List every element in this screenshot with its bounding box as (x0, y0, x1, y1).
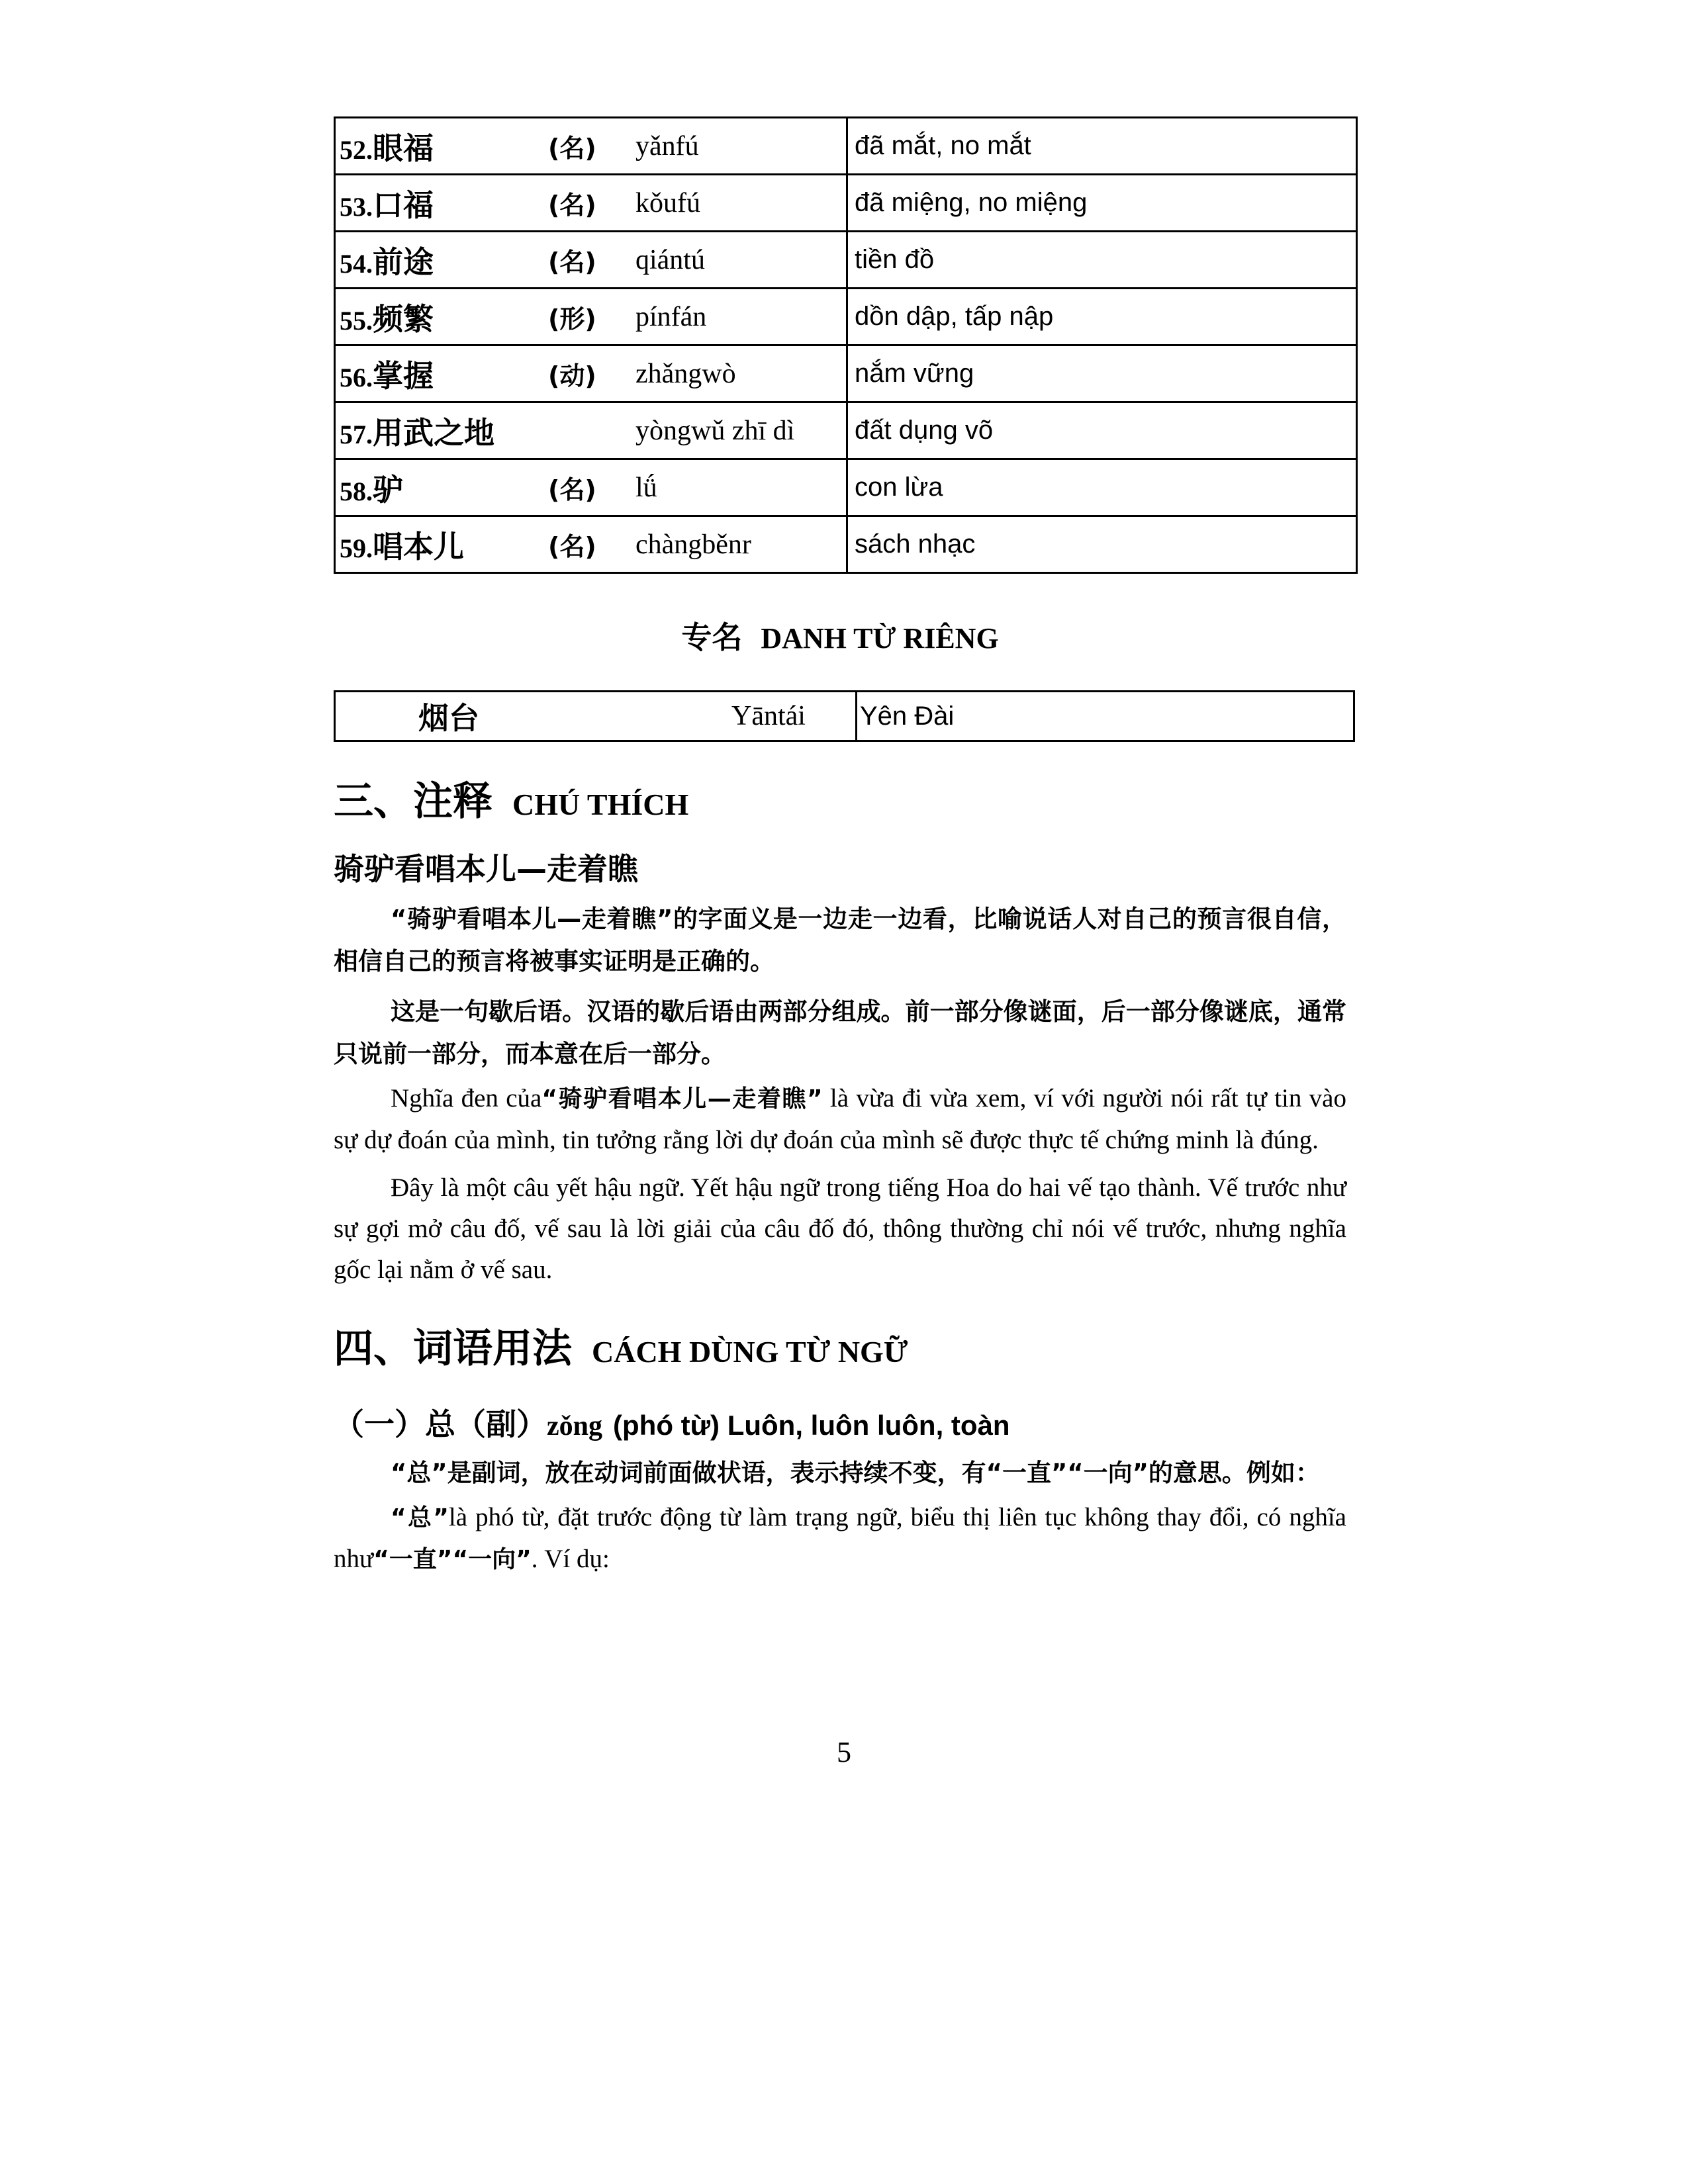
vocab-word: 前途 (373, 244, 434, 280)
vocab-part-of-speech: (形) (548, 304, 596, 334)
vocab-number: 59. (340, 533, 373, 563)
vocabulary-table (334, 116, 1358, 574)
vocab-pinyin: kǒufú (635, 187, 700, 218)
text-segment-zh: “一直”“一向” (373, 1546, 532, 1573)
vocab-part-of-speech: (名) (548, 191, 596, 220)
table-row (335, 459, 1357, 516)
vocab-pinyin: qiántú (635, 244, 705, 275)
vocab-meaning: đã miệng, no miệng (855, 188, 1088, 217)
vocab-part-of-speech (535, 416, 548, 445)
vocab-meaning: đất dụng võ (855, 416, 994, 445)
page-content (334, 116, 1346, 1580)
table-row (335, 289, 1357, 345)
vocab-part-of-speech: (名) (548, 532, 596, 561)
section3-subtitle: 骑驴看唱本儿—走着瞧 (334, 851, 638, 887)
vocab-pinyin: lǘ (635, 472, 657, 503)
text-segment-zh: “总” (391, 1504, 449, 1531)
vocab-word: 频繁 (373, 300, 434, 337)
section3-para-zh-2: 这是一句歇后语。汉语的歇后语由两部分组成。前一部分像谜面，后一部分像谜底，通常只说前一部分，而本意在后一部分。 (334, 997, 1346, 1068)
vocab-number: 54. (340, 248, 373, 279)
section4-title-zh: 四、词语用法 (334, 1326, 572, 1372)
page-number: 5 (837, 1736, 851, 1768)
subtitle-zh: （一）总（副） (334, 1406, 547, 1442)
subtitle-pinyin: zǒng (547, 1411, 602, 1441)
vocab-meaning: đã mắt, no mắt (855, 131, 1031, 160)
section4-subtitle (334, 1403, 1346, 1445)
table-row (335, 232, 1357, 289)
table-row (335, 118, 1357, 175)
vocab-meaning: nắm vững (855, 359, 974, 388)
section3-heading (334, 775, 1346, 828)
text-segment: . Ví dụ: (531, 1545, 610, 1573)
text-segment: Nghĩa đen của (391, 1084, 542, 1113)
proper-noun-word: 烟台 (418, 700, 479, 736)
vocab-part-of-speech: (名) (548, 134, 596, 163)
text-segment: là vừa đi vừa xem, ví với người nói rất tự tin vào sự dự đoán của mình, tin tưởng rằng lời dự đoán của mình sẽ được thực tế chứng minh là đúng. (334, 1084, 1346, 1154)
proper-noun-meaning: Yên Đài (860, 701, 955, 731)
vocab-pinyin: zhǎngwò (635, 358, 736, 389)
vocab-meaning: dồn dập, tấp nập (855, 302, 1054, 331)
vocab-part-of-speech: (名) (548, 248, 596, 277)
vocab-part-of-speech: (名) (548, 475, 596, 504)
proper-nouns-title-vn: DANH TỪ RIÊNG (761, 622, 999, 655)
proper-noun-pinyin: Yāntái (731, 701, 806, 731)
vocab-number: 52. (340, 134, 373, 165)
vocab-meaning: con lừa (855, 473, 943, 502)
table-row (335, 175, 1357, 232)
vocab-word: 口福 (373, 187, 434, 223)
vocab-pinyin: yòngwǔ zhī dì (635, 415, 795, 446)
section4-para-vn (334, 1497, 1346, 1580)
vocab-meaning: sách nhạc (855, 529, 976, 559)
vocab-number: 56. (340, 362, 373, 392)
table-row (335, 516, 1357, 573)
table-row (335, 402, 1357, 459)
text-segment-zh: “骑驴看唱本儿—走着瞧” (541, 1085, 823, 1113)
vocab-number: 55. (340, 305, 373, 336)
vocab-word: 驴 (373, 471, 403, 508)
section3-para-vn-1 (334, 1078, 1346, 1161)
vocab-word: 眼福 (373, 130, 434, 166)
vocab-part-of-speech: (动) (548, 361, 596, 390)
vocab-number: 57. (340, 419, 373, 449)
vocab-pinyin: yǎnfú (635, 130, 699, 161)
section4-para-zh: “总”是副词，放在动词前面做状语，表示持续不变，有“一直”“一向”的意思。例如： (391, 1459, 1320, 1487)
proper-nouns-title-zh: 专名 (681, 619, 743, 655)
vocab-word: 掌握 (373, 357, 434, 394)
proper-nouns-table (334, 690, 1355, 742)
vocab-word: 用武之地 (373, 414, 494, 451)
vocab-number: 53. (340, 191, 373, 222)
table-row (335, 692, 1354, 741)
subtitle-vn: (phó từ) Luôn, luôn luôn, toàn (613, 1410, 1010, 1441)
vocab-pinyin: pínfán (635, 301, 707, 332)
text-segment: là phó từ, đặt trước động từ làm trạng ngữ, biểu thị liên tục không thay đổi, có nghĩa như (334, 1503, 1346, 1573)
section3-para-zh-1: “骑驴看唱本儿—走着瞧”的字面义是一边走一边看，比喻说话人对自己的预言很自信，相信自己的预言将被事实证明是正确的。 (334, 905, 1346, 976)
vocab-number: 58. (340, 476, 373, 506)
proper-nouns-heading (334, 617, 1346, 657)
section4-heading (334, 1322, 1346, 1375)
vocab-pinyin: chàngběnr (635, 529, 751, 560)
vocab-meaning: tiền đồ (855, 245, 935, 274)
section3-title-vn: CHÚ THÍCH (512, 788, 689, 821)
table-row (335, 345, 1357, 402)
vocab-word: 唱本儿 (373, 528, 464, 565)
section4-title-vn: CÁCH DÙNG TỪ NGỮ (592, 1335, 908, 1369)
section3-para-vn-2: Đây là một câu yết hậu ngữ. Yết hậu ngữ trong tiếng Hoa do hai vế tạo thành. Vế trước như sự gợi mở câu đố, vế sau là lời giải của câu đố đó, thông thường chỉ nói vế trước, nhưng nghĩa gốc lại nằm ở vế sau. (334, 1173, 1346, 1284)
section3-title-zh: 三、注释 (334, 778, 492, 825)
